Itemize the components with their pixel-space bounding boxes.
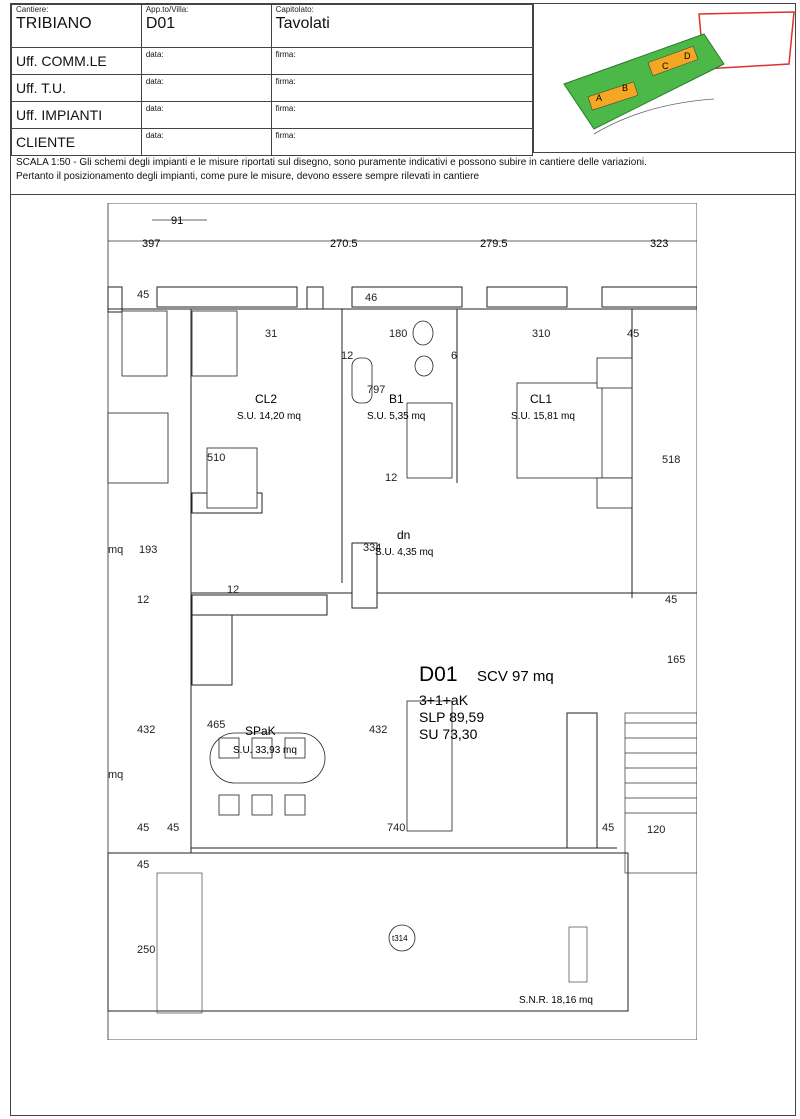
key-plan-label-a: A bbox=[596, 93, 603, 103]
unit-type: 3+1+aK bbox=[419, 692, 469, 708]
dim-inner-10: 510 bbox=[207, 452, 226, 464]
appto-label: App.to/Villa: bbox=[145, 5, 189, 14]
dim-inner-6: 12 bbox=[341, 350, 354, 362]
row-label-comm: Uff. COMM.LE bbox=[12, 48, 142, 75]
dim-323: 323 bbox=[650, 238, 669, 250]
dim-inner-2: 31 bbox=[265, 328, 278, 340]
dim-inner-13: 193 bbox=[139, 544, 158, 556]
dim-inner-0: 45 bbox=[137, 289, 150, 301]
room-b1-name: B1 bbox=[389, 392, 404, 406]
dim-inner-16: 45 bbox=[137, 822, 150, 834]
capitolato-label: Capitolato: bbox=[275, 5, 314, 14]
appto-value: D01 bbox=[145, 15, 176, 32]
row-firma-tu: firma: bbox=[271, 75, 532, 102]
dim-inner-9: 334 bbox=[363, 542, 382, 554]
capitolato-cell bbox=[271, 5, 532, 48]
key-plan-drawing bbox=[534, 4, 796, 153]
dim-inner-19: 465 bbox=[207, 719, 226, 731]
dim-inner-3: 180 bbox=[389, 328, 408, 340]
scale-note-line2: Pertanto il posizionamento degli impianti, come pure le misure, devono essere sempre rilevati in cantiere bbox=[16, 171, 480, 182]
dim-inner-17: 165 bbox=[667, 654, 686, 666]
row-data-impianti: data: bbox=[141, 102, 271, 129]
dim-inner-29: mq bbox=[108, 769, 124, 781]
scale-note-line1: SCALA 1:50 - Gli schemi degli impianti e le misure riportati sul disegno, sono puramente indicativi e possono subire in cantiere delle variazioni. bbox=[16, 157, 647, 168]
dim-397: 397 bbox=[142, 238, 161, 250]
room-dn-name: dn bbox=[397, 528, 411, 542]
dim-inner-25: 45 bbox=[137, 859, 150, 871]
dim-inner-7: 797 bbox=[367, 384, 386, 396]
row-firma-impianti: firma: bbox=[271, 102, 532, 129]
room-cl1-area: S.U. 15,81 mq bbox=[511, 411, 575, 422]
dim-inner-5: 45 bbox=[627, 328, 640, 340]
level-label: t314 bbox=[392, 934, 408, 943]
row-firma-comm: firma: bbox=[271, 48, 532, 75]
dim-inner-20: 432 bbox=[369, 724, 388, 736]
dim-inner-22: 740 bbox=[387, 822, 406, 834]
appto-cell bbox=[141, 5, 271, 48]
dim-inner-1: 46 bbox=[365, 292, 378, 304]
room-cl2-name: CL2 bbox=[255, 392, 278, 406]
cantiere-cell bbox=[12, 5, 142, 48]
dim-inner-14: 45 bbox=[665, 594, 678, 606]
dim-91: 91 bbox=[171, 215, 184, 227]
unit-slp: SLP 89,59 bbox=[419, 709, 485, 725]
dim-inner-18: 432 bbox=[137, 724, 156, 736]
dim-270: 270.5 bbox=[330, 238, 358, 250]
room-spak-area: S.U. 33,93 mq bbox=[233, 745, 297, 756]
scale-note bbox=[11, 153, 795, 195]
room-b1-area: S.U. 5,35 mq bbox=[367, 411, 426, 422]
row-label-cliente: CLIENTE bbox=[12, 129, 142, 156]
unit-scv: SCV 97 mq bbox=[477, 668, 554, 685]
dim-279: 279.5 bbox=[480, 238, 508, 250]
dim-inner-28: mq bbox=[108, 544, 124, 556]
dim-inner-21: 45 bbox=[167, 822, 180, 834]
dim-inner-11: 12 bbox=[385, 472, 398, 484]
unit-code: D01 bbox=[419, 663, 458, 686]
unit-su: SU 73,30 bbox=[419, 726, 478, 742]
dim-inner-15: 12 bbox=[137, 594, 150, 606]
room-cl2-area: S.U. 14,20 mq bbox=[237, 411, 301, 422]
cantiere-value: TRIBIANO bbox=[16, 15, 92, 32]
row-data-comm: data: bbox=[141, 48, 271, 75]
dim-inner-23: 45 bbox=[602, 822, 615, 834]
room-dn-area: S.U. 4,35 mq bbox=[375, 547, 434, 558]
dim-inner-27: 518 bbox=[662, 454, 681, 466]
key-plan-label-b: B bbox=[622, 83, 629, 93]
row-data-tu: data: bbox=[141, 75, 271, 102]
key-plan-label-d: D bbox=[684, 51, 691, 61]
terrace-snr: S.N.R. 18,16 mq bbox=[519, 995, 593, 1006]
dim-inner-4: 310 bbox=[532, 328, 551, 340]
dim-inner-24: 120 bbox=[647, 824, 666, 836]
floor-plan bbox=[97, 203, 697, 1040]
title-block bbox=[11, 4, 533, 156]
key-plan-green-area bbox=[564, 34, 724, 129]
key-plan-label-c: C bbox=[662, 61, 669, 71]
row-firma-cliente: firma: bbox=[271, 129, 532, 156]
dim-inner-12: 12 bbox=[227, 584, 240, 596]
row-label-tu: Uff. T.U. bbox=[12, 75, 142, 102]
dim-inner-26: 250 bbox=[137, 944, 156, 956]
row-data-cliente: data: bbox=[141, 129, 271, 156]
cantiere-label: Cantiere: bbox=[16, 5, 49, 14]
dim-inner-8: 6 bbox=[451, 350, 458, 362]
row-label-impianti: Uff. IMPIANTI bbox=[12, 102, 142, 129]
key-plan bbox=[533, 4, 795, 153]
room-cl1-name: CL1 bbox=[530, 392, 553, 406]
floor-plan-drawing bbox=[97, 203, 697, 1040]
room-spak-name: SPaK bbox=[245, 724, 276, 738]
capitolato-value: Tavolati bbox=[275, 15, 330, 32]
